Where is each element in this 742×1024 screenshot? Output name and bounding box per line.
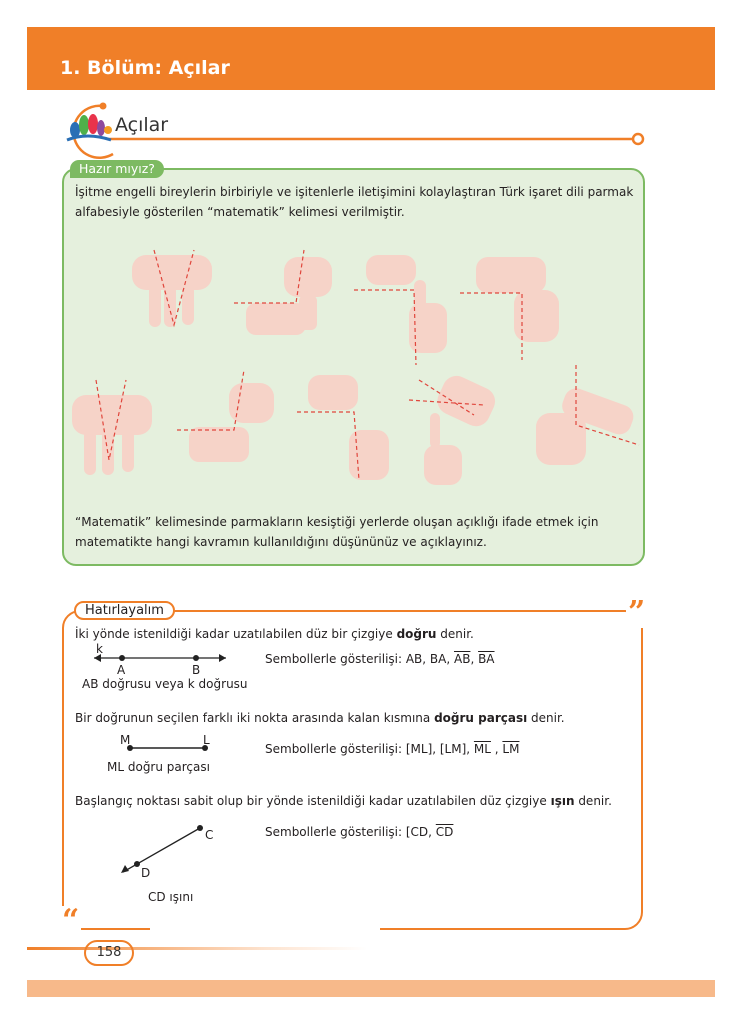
segment-caption: ML doğru parçası: [107, 760, 210, 774]
logo-icon: [67, 114, 112, 140]
close-quote-icon: ”: [628, 595, 646, 630]
sign-language-hands: [64, 235, 644, 490]
open-quote-icon: “: [62, 903, 80, 938]
hand-sign-t-icon: [366, 255, 447, 353]
line-ab-diagram: [90, 640, 250, 680]
ray-symbols: Sembollerle gösterilişi: [CD, $\overline{CD}$: [265, 825, 454, 839]
section-title: Açılar: [115, 114, 169, 136]
ready-intro: İşitme engelli bireylerin birbiriyle ve işitenlerle iletişimini kolaylaştıran Türk işaret dili parmak alfabesiyle gösterilen “matematik” kelimesi verilmiştir.: [75, 185, 634, 219]
chapter-title: 1. Bölüm: Açılar: [60, 57, 230, 79]
page-number: 158: [84, 940, 134, 966]
hand-sign-k-icon: [536, 385, 637, 465]
hand-sign-i-icon: [424, 371, 500, 485]
point-d: D: [141, 866, 151, 880]
hand-sign-a-icon: [246, 257, 332, 335]
ray-caption: CD ışını: [148, 890, 194, 904]
ray-definition: Başlangıç noktası sabit olup bir yönde istenildiği kadar uzatılabilen düz çizgiye ışın denir.: [75, 794, 612, 808]
hand-sign-e-icon: [476, 257, 559, 342]
point-k: k: [96, 642, 103, 656]
line-symbols: Sembollerle gösterilişi: AB, BA, $\overline{AB}$, $\overline{BA}$: [265, 652, 495, 666]
line-definition: İki yönde istenildiği kadar uzatılabilen düz bir çizgiye doğru denir.: [75, 627, 474, 641]
point-m: M: [120, 733, 131, 747]
ray-cd-diagram: [115, 820, 215, 880]
segment-ml-diagram: [125, 740, 215, 756]
point-l: L: [203, 733, 210, 747]
segment-definition: Bir doğrunun seçilen farklı iki nokta arasında kalan kısmına doğru parçası denir.: [75, 711, 565, 725]
ready-label: Hazır mıyız?: [70, 160, 164, 178]
hand-sign-m-icon: [132, 255, 212, 327]
ready-question: “Matematik” kelimesinde parmakların kesiştiği yerlerde oluşan açıklığı ifade etmek için matematikte hangi kavramın kullanıldığını düşününüz ve açıklayınız.: [75, 515, 599, 549]
point-c: C: [205, 828, 214, 842]
hand-sign-m2-icon: [72, 395, 152, 475]
line-caption: AB doğrusu veya k doğrusu: [82, 677, 248, 691]
segment-symbols: Sembollerle gösterilişi: [ML], [LM], $\overline{ML}$ , $\overline{LM}$: [265, 742, 520, 756]
point-b: B: [192, 663, 201, 677]
footer-bar: [27, 980, 715, 997]
point-a: A: [117, 663, 126, 677]
chapter-header: [27, 27, 715, 90]
remember-label: Hatırlayalım: [74, 601, 175, 620]
hand-sign-t2-icon: [308, 375, 389, 480]
hand-sign-a2-icon: [189, 383, 274, 462]
footer-line: [27, 947, 367, 950]
